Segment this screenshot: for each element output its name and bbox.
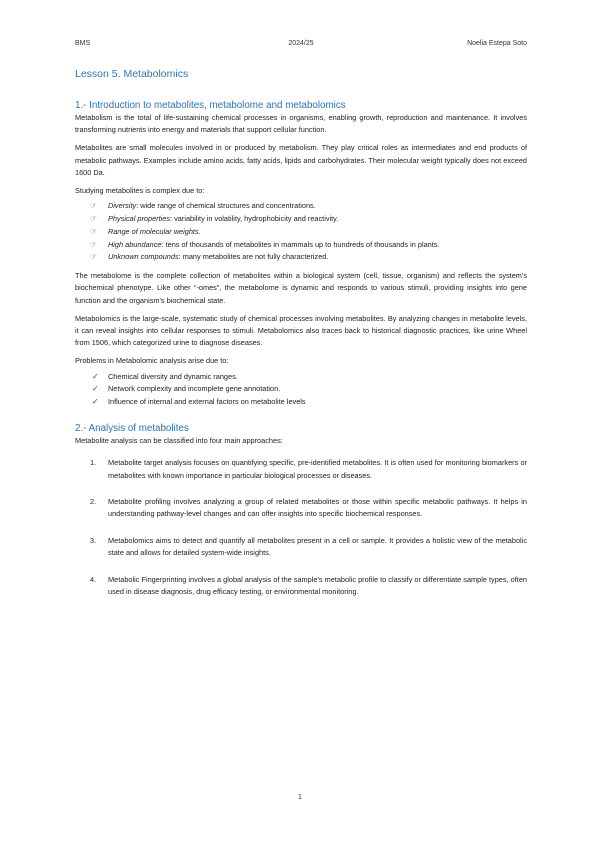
list-item-number: 3. [90, 535, 97, 545]
list-item-text: Network complexity and incomplete gene annotation. [108, 384, 281, 394]
list-item-term: Diversity [108, 201, 137, 211]
list-item [75, 574, 527, 599]
pointing-hand-icon: ☞ [90, 201, 98, 211]
list-item-text: : tens of thousands of metabolites in mammals up to hundreds of thousands in plants. [161, 239, 440, 249]
list-item [75, 535, 527, 560]
list-item-text: Metabolomics aims to detect and quantify all metabolites present in a cell or sample. It provides a holistic view of the metabolic state and allows for detailed system-wide insights. [108, 535, 527, 558]
section-1-heading: 1.- Introduction to metabolites, metabolome and metabolomics [75, 100, 346, 111]
header-course: BMS [75, 40, 91, 47]
list-item-term: High abundance [108, 239, 162, 249]
list-item-text: : wide range of chemical structures and concentrations. [136, 201, 316, 211]
list-item [92, 371, 527, 384]
list-item [90, 251, 527, 264]
section-2-heading: 2.- Analysis of metabolites [75, 423, 189, 435]
page-number: 1 [298, 794, 302, 801]
list-item [92, 383, 527, 396]
list-item-term: Range of molecular weights [108, 226, 199, 236]
page-header [75, 40, 527, 52]
problems-intro: Problems in Metabolomic analysis arise due to: [75, 356, 229, 366]
approaches-list [75, 457, 527, 598]
list-item-text: : many metabolites are not fully characterized. [178, 252, 329, 262]
problems-list [75, 371, 527, 409]
list-item-text: Metabolic Fingerprinting involves a global analysis of the sample's metabolic profile to classify or differentiate sample types, often used in disease diagnosis, drug efficacy testing, or environmental monitoring. [108, 574, 527, 597]
pointing-hand-icon: ☞ [90, 226, 98, 236]
pointing-hand-icon: ☞ [90, 214, 98, 224]
list-item-text: Chemical diversity and dynamic ranges. [108, 371, 238, 381]
complexity-list [75, 200, 527, 264]
list-item [90, 213, 527, 226]
list-item [90, 200, 527, 213]
list-item-text: Influence of internal and external factors on metabolite levels [108, 397, 306, 407]
pointing-hand-icon: ☞ [90, 252, 98, 262]
page-content [75, 68, 527, 612]
list-item-text: Metabolite target analysis focuses on quantifying specific, pre-identified metabolites. It is often used for monitoring biomarkers or metabolites with known importance in particular biological processes or diseases. [108, 458, 527, 480]
list-item-text: . [198, 226, 201, 236]
paragraph-metabolites: Metabolites are small molecules involved in or produced by metabolism. They play critical roles as intermediates and end products of metabolic pathways. Examples include amino acids, fatty acids, lipids and carbohydrates. Their molecular weight typically does not exceed 1600 Da. [75, 143, 527, 177]
list-item-term: Unknown compounds [108, 252, 179, 262]
header-year: 2024/25 [288, 40, 314, 47]
list-item [90, 226, 527, 239]
complexity-intro: Studying metabolites is complex due to: [75, 186, 205, 196]
list-item-number: 4. [90, 574, 97, 584]
checkmark-icon: ✓ [92, 384, 99, 394]
paragraph-metabolomics: Metabolomics is the large-scale, systematic study of chemical processes involving metabolites. By analyzing changes in metabolite levels, it can reveal insights into cellular responses to stimuli. Metabolomics also traces back to historical diagnostic practices, like urine Wheel from 1506, which categorized urine to diagnose diseases. [75, 313, 527, 348]
checkmark-icon: ✓ [92, 371, 99, 381]
list-item [92, 396, 527, 409]
header-author: Noelia Estepa Soto [467, 40, 527, 47]
approaches-intro: Metabolite analysis can be classified into four main approaches: [75, 436, 283, 446]
list-item-text: Metabolite profiling involves analyzing a group of related metabolites or those within specific metabolic pathways. It helps in understanding pathway-level changes and can offer insights into specific biochemical responses. [108, 497, 527, 519]
list-item [75, 496, 527, 521]
list-item-term: Physical properties [108, 214, 171, 224]
checkmark-icon: ✓ [92, 397, 99, 407]
pointing-hand-icon: ☞ [90, 239, 98, 249]
list-item-number: 2. [90, 497, 97, 507]
list-item-number: 1. [90, 458, 97, 468]
paragraph-metabolism: Metabolism is the total of life-sustaining chemical processes in organisms, enabling growth, reproduction and maintenance. It involves transforming nutrients into energy and materials that support cellular function. [75, 113, 527, 135]
list-item-text: : variability in volatility, hydrophobicity and reactivity. [170, 214, 339, 224]
list-item [75, 457, 527, 482]
list-item [90, 239, 527, 252]
lesson-title: Lesson 5. Metabolomics [75, 68, 189, 80]
paragraph-metabolome: The metabolome is the complete collection of metabolites within a biological system (cell, tissue, organism) and reflects the system's biochemical phenotype. Like other “-omes”, the metabolome is dynamic and responds to various stimuli, providing insights into gene function and the organism's biochemical state. [75, 271, 527, 305]
